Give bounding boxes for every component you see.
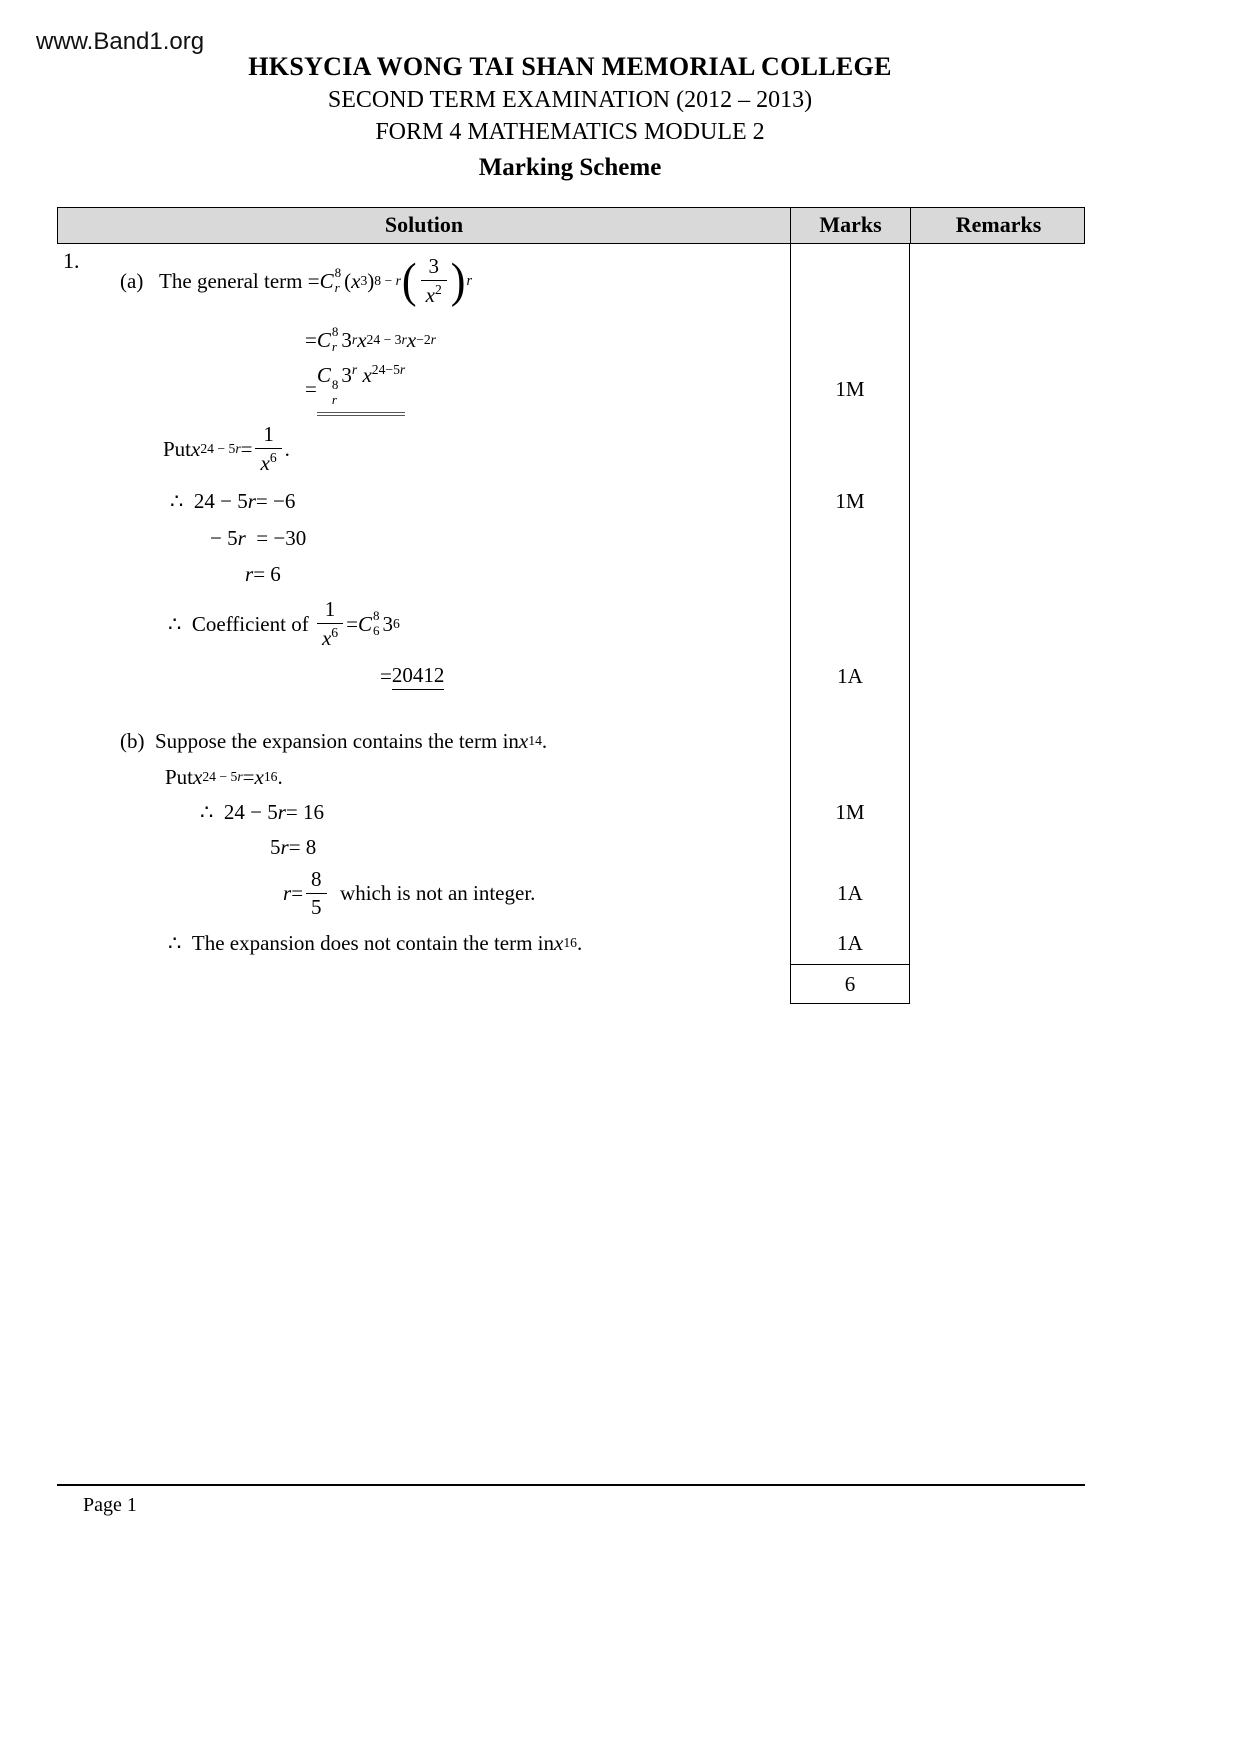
solution-line: ∴ Coefficient of $\frac{1}{x^6}$ = C 8 6 3 6: [168, 597, 400, 651]
mark-cell: [790, 830, 910, 864]
page-footer: [57, 1484, 1085, 1517]
subject-title: FORM 4 MATHEMATICS MODULE 2: [375, 119, 765, 145]
total-row: [57, 964, 1085, 1004]
mark-cell: [790, 520, 910, 556]
column-header-solution: Solution: [58, 208, 791, 243]
mark-cell: 1A: [790, 922, 910, 964]
solution-line: r = $\frac{8}{5}$ which is not an integer.: [283, 866, 536, 919]
solution-line: [57, 696, 790, 722]
table-row: [57, 520, 1085, 556]
remarks-cell: [910, 830, 1085, 864]
mark-cell: [790, 592, 910, 656]
table-row: [57, 244, 1085, 318]
solution-line: (a) The general term = C 8 r ( x 3 ) 8 − r ( $\frac{3}{x^2}$ ) r: [120, 253, 473, 308]
solution-line: Put x 24 − 5r = x 16 .: [165, 764, 283, 789]
mark-cell: 1A: [790, 656, 910, 696]
table-row: [57, 922, 1085, 964]
total-marks: 6: [790, 964, 910, 1004]
remarks-cell: [910, 416, 1085, 482]
table-row: [57, 556, 1085, 592]
remarks-cell: [910, 656, 1085, 696]
remarks-cell: [910, 964, 1085, 1004]
remarks-cell: [910, 244, 1085, 318]
mark-cell: 1M: [790, 482, 910, 520]
remarks-cell: [910, 922, 1085, 964]
table-row: [57, 482, 1085, 520]
remarks-cell: [910, 556, 1085, 592]
remarks-cell: [910, 864, 1085, 922]
table-row: [57, 794, 1085, 830]
solution-line-empty: [57, 964, 790, 1004]
mark-cell: [790, 722, 910, 760]
table-row: [57, 592, 1085, 656]
table-row-spacer: [57, 696, 1085, 722]
remarks-cell: [910, 760, 1085, 794]
footer-rule: [57, 1484, 1085, 1486]
remarks-cell: [910, 318, 1085, 362]
school-name: HKSYCIA WONG TAI SHAN MEMORIAL COLLEGE: [248, 52, 892, 81]
table-row: [57, 318, 1085, 362]
mark-cell: 1M: [790, 362, 910, 416]
document-header: [0, 52, 1140, 182]
table-row: [57, 864, 1085, 922]
remarks-cell: [910, 696, 1085, 722]
solution-line: 5 r = 8: [270, 834, 317, 859]
table-body: [57, 244, 1085, 1004]
mark-cell: [790, 760, 910, 794]
mark-cell: [790, 696, 910, 722]
table-row: [57, 656, 1085, 696]
mark-cell: 1M: [790, 794, 910, 830]
remarks-cell: [910, 362, 1085, 416]
mark-cell: [790, 244, 910, 318]
solution-line: − 5 r = −30: [210, 525, 307, 550]
solution-line: ∴ 24 − 5 r = −6: [170, 488, 296, 513]
solution-line: r = 6: [245, 561, 281, 586]
remarks-cell: [910, 794, 1085, 830]
table-row: [57, 722, 1085, 760]
mark-cell: 1A: [790, 864, 910, 922]
table-row: [57, 416, 1085, 482]
page-number: Page 1: [83, 1494, 137, 1516]
marking-scheme-title: Marking Scheme: [478, 154, 662, 181]
exam-title: SECOND TERM EXAMINATION (2012 – 2013): [327, 87, 813, 113]
solution-line: = 20412: [380, 662, 445, 688]
mark-cell: [790, 416, 910, 482]
question-number: 1.: [63, 248, 80, 273]
table-row: [57, 760, 1085, 794]
remarks-cell: [910, 592, 1085, 656]
table-header-row: [57, 207, 1085, 244]
solution-line: (b) Suppose the expansion contains the term in x 14 .: [120, 728, 548, 753]
solution-line: ∴ 24 − 5 r = 16: [200, 799, 324, 824]
mark-cell: [790, 556, 910, 592]
solution-line: = C 8 r 3$^r$ $x^{24-5r}$: [57, 362, 790, 416]
remarks-cell: [910, 520, 1085, 556]
table-row: [57, 362, 1085, 416]
watermark-text: www.Band1.org: [36, 28, 205, 55]
table-row: [57, 830, 1085, 864]
mark-cell: [790, 318, 910, 362]
column-header-remarks: Remarks: [955, 212, 1042, 237]
solution-line: Put x 24 − 5r = $\frac{1}{x^6}$ .: [163, 422, 290, 476]
marking-table: [57, 207, 1085, 1004]
solution-line: ∴ The expansion does not contain the term in x 16 .: [168, 930, 583, 955]
remarks-cell: [910, 482, 1085, 520]
remarks-cell: [910, 722, 1085, 760]
column-header-marks: Marks: [791, 208, 911, 243]
solution-line: = C 8 r 3 r x 24 − 3r x −2r: [305, 324, 436, 354]
